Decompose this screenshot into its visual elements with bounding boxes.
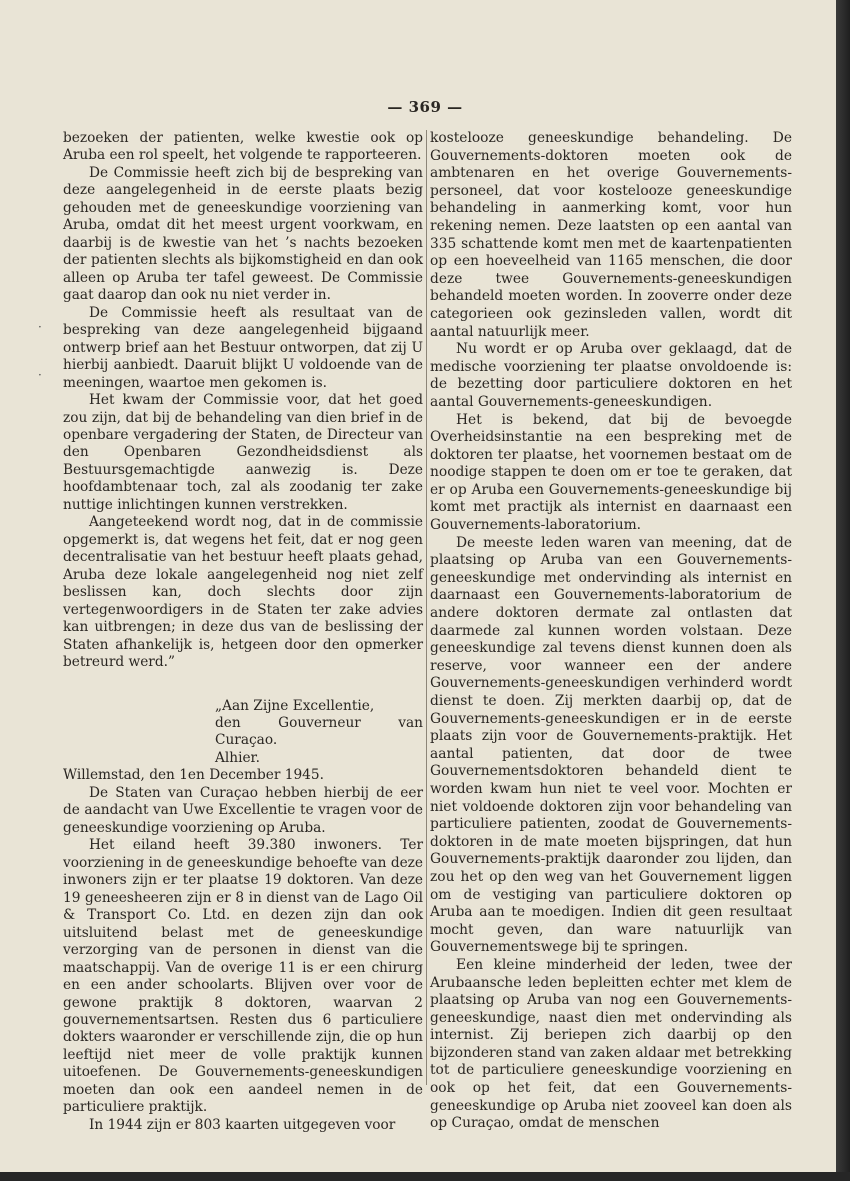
paragraph: Aangeteekend wordt nog, dat in de commissie opgemerkt is, dat wegens het feit, dat er nog geen decentralisatie van het bestuur heeft plaats gehad, Aruba deze lokale aangelegenheid nog niet zelf beslissen kan, doch slechts door zijn vertegenwoordigers in de Staten ter zake advies kan uitbrengen; in deze dus van de beslissing der Staten afhankelijk is, hetgeen door den opmerker betreurd werd.” bbox=[63, 514, 423, 671]
letter-paragraph: De Staten van Curaçao hebben hierbij de eer de aandacht van Uwe Excellentie te vragen voor de geneeskundige voorziening op Aruba. bbox=[63, 784, 423, 836]
paragraph: kostelooze geneeskundige behandeling. De Gouvernements-doktoren moeten ook de ambtenaren en het overige Gouvernements-personeel, dat voor kostelooze geneeskundige behandeling in aanmerking komt, voor hun rekening nemen. Deze laatsten op een aantal van 335 schattende komt men met de kaartenpatienten op een hoeveelheid van 1165 menschen, die door deze twee Gouvernements-geneeskundigen behandeld moeten worden. In zooverre onder deze categorieen ook gezinsleden vallen, wordt dit aantal natuurlijk meer. bbox=[430, 130, 792, 340]
margin-mark: · bbox=[38, 368, 42, 382]
paragraph: Het kwam der Commissie voor, dat het goed zou zijn, dat bij de behandeling van dien brief in de openbare vergadering der Staten, de Directeur van den Openbaren Gezondheidsdienst als Bestuursgemachtigde aanwezig is. Deze hoofdambtenaar toch, zal als zoodanig ter zake nuttige inlichtingen kunnen verstrekken. bbox=[63, 392, 423, 513]
paragraph: Een kleine minderheid der leden, twee der Arubaansche leden bepleitten echter met klem de plaatsing op Aruba van nog een Gouvernements-geneeskundige, naast dien met ondervinding als internist. Zij beriepen zich daarbij op den bijzonderen stand van zaken aldaar met betrekking tot de particuliere geneeskundige voorziening en ook op het feit, dat een Gouvernements-geneeskundige op Aruba niet zooveel kan doen als op Curaçao, omdat de menschen bbox=[430, 956, 792, 1132]
margin-mark: · bbox=[38, 320, 42, 334]
paragraph: De Commissie heeft zich bij de bespreking van deze aangelegenheid in de eerste plaats bezig gehouden met de geneeskundige voorziening van Aruba, omdat dit het meest urgent voorkwam, en daarbij is de kwestie van het ’s nachts bezoeken der patienten slechts als bijkomstigheid en dan ook alleen op Aruba ter tafel geweest. De Commissie gaat daarop dan ook nu niet verder in. bbox=[63, 164, 423, 304]
page-number: — 369 — bbox=[387, 98, 463, 116]
address-line: „Aan Zijne Excellentie, bbox=[215, 697, 375, 714]
scan-edge-right bbox=[836, 0, 850, 1181]
letter-address bbox=[215, 698, 423, 768]
letter-paragraph: Het eiland heeft 39.380 inwoners. Ter voorziening in de geneeskundige behoefte van deze inwoners zijn er ter plaatse 19 doktoren. Van deze 19 geneesheeren zijn er 8 in dienst van de Lago Oil & Transport Co. Ltd. en dezen zijn dan ook uitsluitend belast met de geneeskundige verzorging van de personen in dienst van die maatschappij. Van de overige 11 is er een chirurg en een ander schoolarts. Blijven over voor de gewone praktijk 8 doktoren, waarvan 2 gouvernementsartsen. Resten dus 6 particuliere dokters waaronder er verschillende zijn, die op hun leeftijd niet meer de volle praktijk kunnen uitoefenen. De Gouvernements-geneeskundigen moeten dan ook een aandeel nemen in de particuliere praktijk. bbox=[63, 837, 423, 1116]
left-column bbox=[63, 130, 423, 1134]
address-line: den Gouverneur van Curaçao. bbox=[215, 715, 423, 749]
paragraph: De Commissie heeft als resultaat van de bespreking van deze aangelegenheid bijgaand ontwerp brief aan het Bestuur ontworpen, dat zij U hierbij aanbiedt. Daaruit blijkt U voldoende van de meeningen, waartoe men gekomen is. bbox=[63, 304, 423, 391]
right-column bbox=[430, 130, 792, 1133]
column-divider bbox=[426, 130, 427, 1085]
paragraph: De meeste leden waren van meening, dat de plaatsing op Aruba van een Gouvernements-geneeskundige met ondervinding als internist en daarnaast een Gouvernements-laboratorium de andere doktoren dermate zal ontlasten dat daarmede zal kunnen worden volstaan. Deze geneeskundige zal tevens dienst kunnen doen als reserve, voor wanneer een der andere Gouvernements-geneeskundigen verhinderd wordt dienst te doen. Zij merkten daarbij op, dat de Gouvernements-geneeskundigen er in de eerste plaats zijn voor de Gouvernements-praktijk. Het aantal patienten, dat door de twee Gouvernementsdoktoren behandeld dient te worden kwam hun niet te veel voor. Mochten er niet voldoende doktoren zijn voor behandeling van particuliere patienten, zoodat de Gouvernements-doktoren in de mate moeten bijspringen, dat hun Gouvernements-praktijk daaronder zou lijden, dan zou het op den weg van het Gouvernement liggen om de vestiging van particuliere doktoren op Aruba aan te moedigen. Indien dit geen resultaat mocht geven, dan ware natuurlijk van Gouvernementswege bij te springen. bbox=[430, 534, 792, 956]
paragraph: bezoeken der patienten, welke kwestie ook op Aruba een rol speelt, het volgende te rapporteeren. bbox=[63, 130, 423, 164]
paragraph: Het is bekend, dat bij de bevoegde Overheidsinstantie na een bespreking met de doktoren ter plaatse, het voornemen bestaat om de noodige stappen te doen om er toe te geraken, dat er op Aruba een Gouvernements-geneeskundige bij komt met practijk als internist en daarnaast een Gouvernements-laboratorium. bbox=[430, 411, 792, 534]
address-line: Alhier. bbox=[215, 749, 260, 766]
scan-edge-bottom bbox=[0, 1172, 850, 1181]
letter-paragraph: In 1944 zijn er 803 kaarten uitgegeven voor bbox=[89, 1116, 396, 1133]
paragraph: Nu wordt er op Aruba over geklaagd, dat de medische voorziening ter plaatse onvoldoende is: de bezetting door particuliere doktoren en het aantal Gouvernements-geneeskundigen. bbox=[430, 341, 792, 410]
letter-dateline: Willemstad, den 1en December 1945. bbox=[63, 767, 324, 784]
